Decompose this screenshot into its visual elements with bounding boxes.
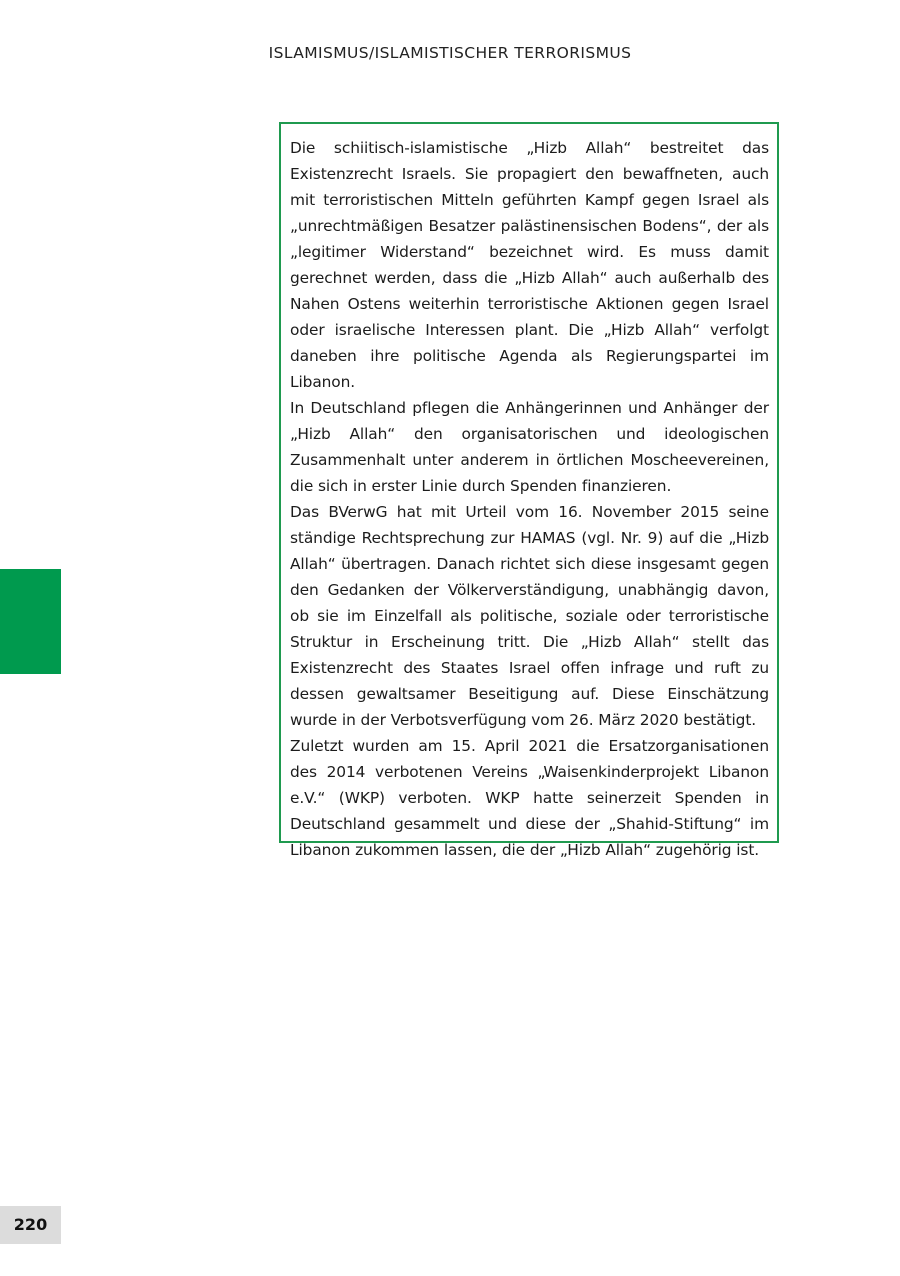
running-title: ISLAMISMUS/ISLAMISTISCHER TERRORISMUS bbox=[268, 44, 632, 62]
box-paragraph-2: In Deutschland pflegen die Anhängerinnen und Anhänger der „Hizb Allah“ den organisatorischen und ideologischen Zusammenhalt unter anderem in örtlichen Moscheevereinen, die sich in erster Linie durch Spenden finanzieren. bbox=[290, 399, 769, 495]
page-number: 220 bbox=[0, 1206, 61, 1244]
info-box bbox=[279, 122, 779, 859]
chapter-side-tab bbox=[0, 569, 61, 674]
running-header bbox=[0, 44, 900, 62]
box-paragraph-4: Zuletzt wurden am 15. April 2021 die Ersatzorganisationen des 2014 verbotenen Vereins „Waisenkinderprojekt Libanon e.V.“ (WKP) verboten. WKP hatte seinerzeit Spenden in Deutschland gesammelt und diese der „Shahid-Stiftung“ im Libanon zukommen lassen, die der „Hizb Allah“ zugehörig ist. bbox=[290, 737, 769, 859]
box-paragraph-3: Das BVerwG hat mit Urteil vom 16. November 2015 seine ständige Rechtsprechung zur HAMAS (vgl. Nr. 9) auf die „Hizb Allah“ übertragen. Danach richtet sich diese insgesamt gegen den Gedanken der Völkerverständigung, unabhängig davon, ob sie im Einzelfall als politische, soziale oder terroristische Struktur in Erscheinung tritt. Die „Hizb Allah“ stellt das Existenzrecht des Staates Israel offen infrage und ruft zu dessen gewaltsamer Beseitigung auf. Diese Einschätzung wurde in der Verbotsverfügung vom 26. März 2020 bestätigt. bbox=[290, 503, 769, 729]
box-paragraph-1: Die schiitisch-islamistische „Hizb Allah“ bestreitet das Existenzrecht Israels. Sie propagiert den bewaffneten, auch mit terroristischen Mitteln geführten Kampf gegen Israel als „unrechtmäßigen Besatzer palästinensischen Bodens“, der als „legitimer Widerstand“ bezeichnet wird. Es muss damit gerechnet werden, dass die „Hizb Allah“ auch außerhalb des Nahen Ostens weiterhin terroristische Aktionen gegen Israel oder israelische Interessen plant. Die „Hizb Allah“ verfolgt daneben ihre politische Agenda als Regierungspartei im Libanon. bbox=[290, 139, 769, 391]
